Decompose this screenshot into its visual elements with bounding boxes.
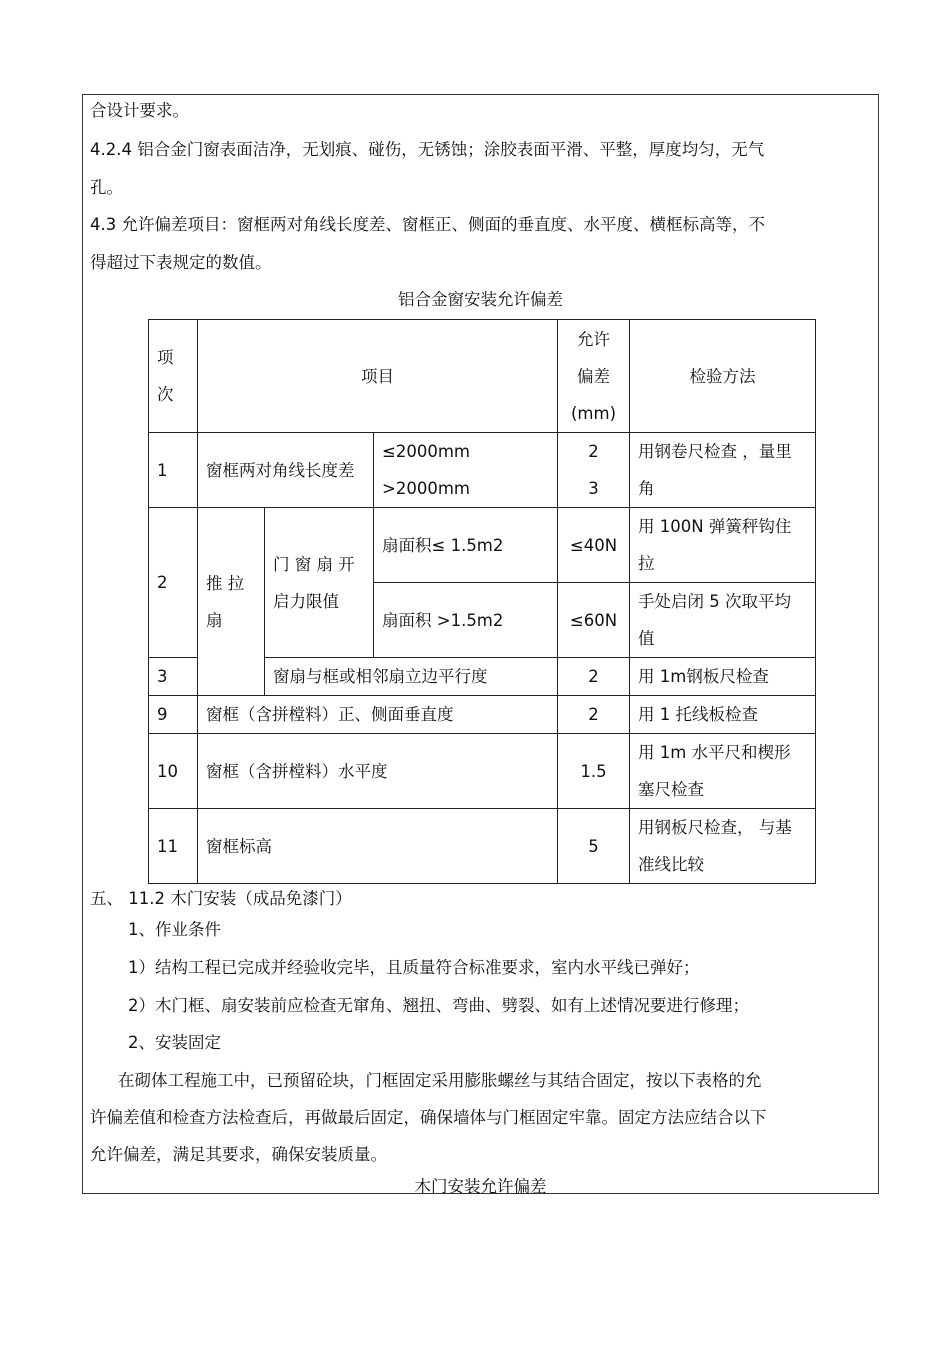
row-sub-line2: >2000mm xyxy=(382,479,470,498)
row-group-line2: 扇 xyxy=(206,610,223,630)
row-deviation: 2 xyxy=(558,658,630,696)
row-item-line2: 启力限值 xyxy=(273,591,339,611)
table-row xyxy=(149,508,816,583)
row-deviation xyxy=(558,433,630,508)
table1-title: 铝合金窗安装允许偏差 xyxy=(398,290,563,309)
row-sub: 扇面积 >1.5m2 xyxy=(374,583,558,658)
row-dev-line1: 2 xyxy=(588,442,599,461)
row-method-line1: 手处启闭 5 次取平均 xyxy=(638,592,791,611)
row-method xyxy=(630,583,816,658)
row-method-line1: 用 100N 弹簧秤钩住 xyxy=(638,517,792,536)
row-no: 3 xyxy=(149,658,198,696)
row-item-line1: 门 窗 扇 开 xyxy=(273,554,355,574)
row-method xyxy=(630,508,816,583)
aluminum-window-deviation-table xyxy=(148,319,816,884)
clause-4-2-4: 4.2.4 铝合金门窗表面洁净，无划痕、碰伤，无锈蚀；涂胶表面平滑、平整，厚度均匀，无气 xyxy=(90,140,765,159)
row-group-line1: 推 拉 xyxy=(206,573,245,593)
row-item: 窗扇与框或相邻扇立边平行度 xyxy=(265,658,558,696)
row-no: 9 xyxy=(149,696,198,734)
header-deviation xyxy=(558,320,630,433)
row-deviation: 1.5 xyxy=(558,734,630,809)
header-dev-line2: 偏差 xyxy=(577,366,610,386)
row-deviation: 5 xyxy=(558,809,630,884)
row-group xyxy=(198,508,265,696)
row-sub xyxy=(374,433,558,508)
condition-1: 1）结构工程已完成并经验收完毕，且质量符合标准要求，室内水平线已弹好； xyxy=(128,958,700,977)
row-no: 2 xyxy=(149,508,198,658)
subsection-2-heading: 2、安装固定 xyxy=(128,1033,221,1052)
header-no-line2: 次 xyxy=(157,385,174,404)
paragraph-line3: 允许偏差，满足其要求，确保安装质量。 xyxy=(90,1145,387,1164)
header-no xyxy=(149,320,198,433)
clause-4-2-4-cont: 孔。 xyxy=(90,178,123,197)
row-no: 10 xyxy=(149,734,198,809)
table-row xyxy=(149,433,816,508)
row-method-line1: 用钢卷尺检查 ，量里 xyxy=(638,442,792,461)
header-dev-line1: 允许 xyxy=(577,329,610,349)
row-method-line2: 角 xyxy=(638,479,655,498)
section-5-heading: 五、 11.2 木门安装（成品免漆门） xyxy=(90,889,352,908)
row-method-line2: 拉 xyxy=(638,554,655,573)
clause-4-3: 4.3 允许偏差项目：窗框两对角线长度差、窗框正、侧面的垂直度、水平度、横框标高等，不 xyxy=(90,215,765,234)
row-method-line2: 值 xyxy=(638,629,655,648)
row-method-line2: 准线比较 xyxy=(638,855,704,874)
subsection-1-heading: 1、作业条件 xyxy=(128,920,221,939)
paragraph-line1: 在砌体工程施工中，已预留砼块，门框固定采用膨胀螺丝与其结合固定，按以下表格的允 xyxy=(118,1071,762,1090)
row-method xyxy=(630,433,816,508)
header-dev-line3: (mm) xyxy=(570,403,617,423)
paragraph-line2: 许偏差值和检查方法检查后，再做最后固定，确保墙体与门框固定牢靠。固定方法应结合以下 xyxy=(90,1108,767,1127)
row-sub: 扇面积≤ 1.5m2 xyxy=(374,508,558,583)
row-method xyxy=(630,734,816,809)
clause-4-3-cont: 得超过下表规定的数值。 xyxy=(90,253,272,272)
row-method-line1: 用 1m 水平尺和楔形 xyxy=(638,743,791,762)
row-dev-line2: 3 xyxy=(588,479,599,498)
row-method-line2: 塞尺检查 xyxy=(638,780,704,799)
table2-title: 木门安装允许偏差 xyxy=(414,1177,547,1196)
table-row xyxy=(149,809,816,884)
row-no: 11 xyxy=(149,809,198,884)
row-item: 窗框（含拼樘料）正、侧面垂直度 xyxy=(198,696,558,734)
row-item: 窗框标高 xyxy=(198,809,558,884)
header-no-line1: 项 xyxy=(157,348,174,367)
row-deviation: ≤40N xyxy=(558,508,630,583)
row-deviation: ≤60N xyxy=(558,583,630,658)
row-item: 窗框两对角线长度差 xyxy=(198,433,374,508)
row-sub-line1: ≤2000mm xyxy=(382,442,470,461)
row-method: 用 1m钢板尺检查 xyxy=(630,658,816,696)
row-item xyxy=(265,508,374,658)
condition-2: 2）木门框、扇安装前应检查无窜角、翘扭、弯曲、劈裂、如有上述情况要进行修理； xyxy=(128,996,749,1015)
row-no: 1 xyxy=(149,433,198,508)
row-method: 用 1 托线板检查 xyxy=(630,696,816,734)
header-item: 项目 xyxy=(198,320,558,433)
table-row xyxy=(149,734,816,809)
header-method: 检验方法 xyxy=(630,320,816,433)
row-item: 窗框（含拼樘料）水平度 xyxy=(198,734,558,809)
table-row xyxy=(149,696,816,734)
table-header-row xyxy=(149,320,816,433)
row-method-line1: 用钢板尺检查， 与基 xyxy=(638,818,792,837)
intro-line: 合设计要求。 xyxy=(90,101,189,120)
row-deviation: 2 xyxy=(558,696,630,734)
row-method xyxy=(630,809,816,884)
